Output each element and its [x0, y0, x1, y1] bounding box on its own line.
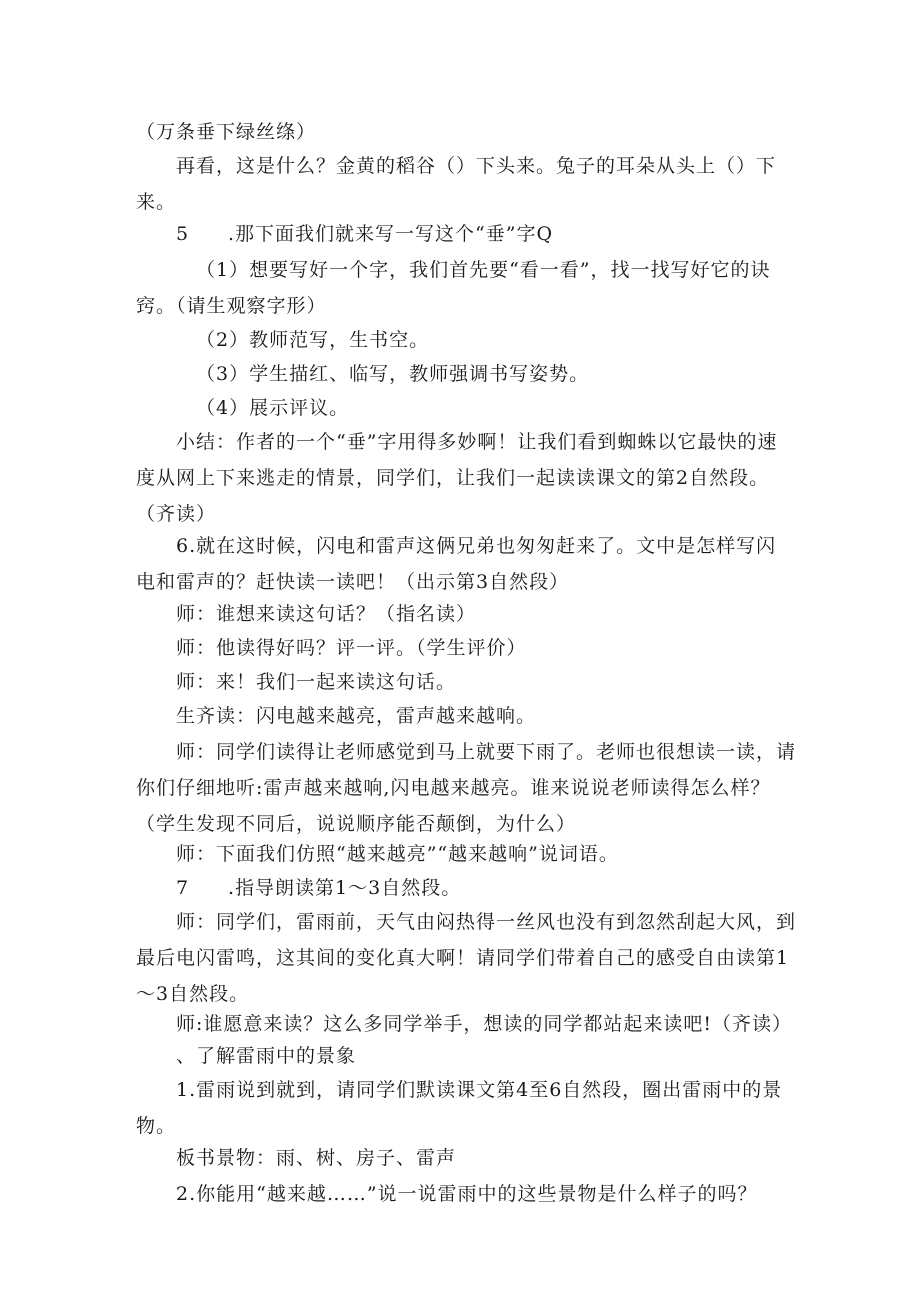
teacher-line-2: 师：他读得好吗？评一评。（学生评价） [176, 637, 527, 659]
summary-paragraph: 小结：作者的一个“垂”字用得多妙啊！让我们看到蜘蛛以它最快的速度从网上下来逃走的情景，同学们，让我们一起读读课文的第2自然段。（齐读） [136, 431, 778, 525]
item-2: 2.你能用“越来越……”说一说雷雨中的这些景物是什么样子的吗？ [176, 1183, 758, 1205]
section-heading: 、了解雷雨中的景象 [176, 1045, 357, 1067]
substep-3: （3）学生描红、临写，教师强调书写姿势。 [196, 363, 590, 385]
teacher-line-7: 师:谁愿意来读？这么多同学举手，想读的同学都站起来读吧!（齐读） [176, 1013, 793, 1035]
teacher-line-6: 师：同学们，雷雨前，天气由闷热得一丝风也没有到忽然刮起大风，到最后电闪雷鸣，这其间的变化真大啊！请同学们带着自己的感受自由读第1～3自然段。 [136, 911, 797, 1005]
step-7 [176, 870, 796, 906]
substep-4: （4）展示评议。 [196, 397, 350, 419]
substep-2: （2）教师范写，生书空。 [196, 329, 430, 351]
substep-1: （1）想要写好一个字，我们首先要“看一看”，找一找写好它的诀窍。（请生观察字形） [136, 259, 771, 317]
step-7-text: .指导朗读第1～3自然段。 [228, 877, 462, 899]
step-7-number: 7 [176, 877, 190, 899]
teacher-line-3: 师：来！我们一起来读这句话。 [176, 671, 457, 693]
paragraph-look-again: 再看，这是什么？金黄的稻谷（）下头来。兔子的耳朵从头上（）下来。 [136, 155, 777, 213]
step-5 [176, 216, 796, 252]
step-6: 6.就在这时候，闪电和雷声这俩兄弟也匆匆赶来了。文中是怎样写闪电和雷声的？赶快读一读吧！（出示第3自然段） [136, 535, 777, 593]
step-5-number: 5 [176, 223, 190, 245]
item-1: 1.雷雨说到就到，请同学们默读课文第4至6自然段，圈出雷雨中的景物。 [136, 1079, 783, 1137]
teacher-line-5: 师：下面我们仿照“越来越亮”“越来越响”说词语。 [176, 843, 619, 865]
student-line: 生齐读：闪电越来越亮，雷声越来越响。 [176, 705, 537, 727]
teacher-line-4: 师：同学们读得让老师感觉到马上就要下雨了。老师也很想读一读，请你们仔细地听:雷声越来越响,闪电越来越亮。谁来说说老师读得怎么样？（学生发现不同后，说说顺序能否颠倒，为什么） [136, 741, 797, 835]
teacher-line-1: 师：谁想来读这句话？（指名读） [176, 603, 477, 625]
paragraph-line-1: （万条垂下绿丝绦） [136, 121, 317, 143]
board-writing: 板书景物：雨、树、房子、雷声 [176, 1147, 457, 1169]
step-5-text: .那下面我们就来写一写这个“垂”字Q [228, 223, 554, 245]
